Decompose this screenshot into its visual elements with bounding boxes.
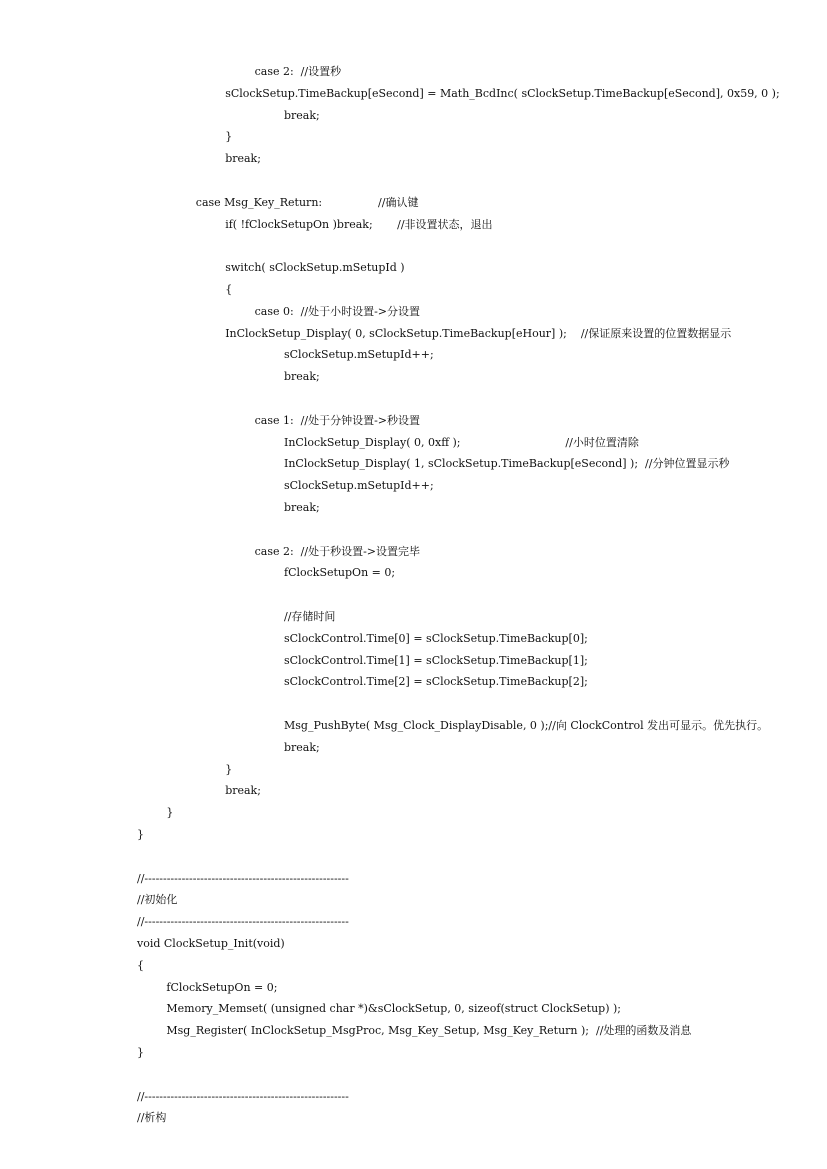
code-line: sClockControl.Time[2] = sClockSetup.TimeBackup[2]; bbox=[284, 675, 588, 689]
code-line: break; bbox=[225, 152, 261, 166]
code-line: break; bbox=[284, 108, 320, 122]
code-line: } bbox=[137, 1046, 144, 1059]
code-line: case 2: //处于秒设置->设置完毕 bbox=[254, 544, 421, 558]
code-line: case 0: //处于小时设置->分设置 bbox=[254, 304, 421, 318]
code-line: Msg_Register( InClockSetup_MsgProc, Msg_Key_Setup, Msg_Key_Return ); //处理的函数及消息 bbox=[166, 1024, 692, 1038]
code-comment-line: //析构 bbox=[137, 1111, 167, 1125]
code-line: sClockSetup.mSetupId++; bbox=[284, 348, 434, 362]
code-line: InClockSetup_Display( 0, sClockSetup.TimeBackup[eHour] ); //保证原来设置的位置数据显示 bbox=[225, 326, 732, 340]
code-comment-line: //------------------------------------------------------- bbox=[137, 1089, 349, 1103]
code-line: sClockSetup.mSetupId++; bbox=[284, 479, 434, 493]
code-line: } bbox=[225, 130, 233, 144]
code-line: } bbox=[166, 806, 174, 820]
code-line: { bbox=[137, 958, 144, 972]
code-comment-line: //存储时间 bbox=[284, 610, 336, 623]
code-line: break; bbox=[225, 784, 261, 798]
code-comment-line: //------------------------------------------------------- bbox=[137, 871, 349, 885]
code-line: case Msg_Key_Return: //确认键 bbox=[195, 195, 419, 209]
code-line: case 2: //设置秒 bbox=[254, 65, 342, 78]
code-line: break; bbox=[284, 501, 320, 514]
code-line: Msg_PushByte( Msg_Clock_DisplayDisable, 0 );//向 ClockControl 发出可显示。优先执行。 bbox=[284, 719, 769, 732]
code-line: } bbox=[137, 828, 144, 841]
code-line: break; bbox=[284, 740, 320, 754]
code-line: sClockControl.Time[1] = sClockSetup.TimeBackup[1]; bbox=[284, 653, 588, 667]
code-line: case 1: //处于分钟设置->秒设置 bbox=[254, 413, 421, 427]
code-line: sClockSetup.TimeBackup[eSecond] = Math_BcdInc( sClockSetup.TimeBackup[eSecond], 0x59, 0 ); bbox=[225, 86, 780, 100]
code-line: sClockControl.Time[0] = sClockSetup.TimeBackup[0]; bbox=[284, 631, 588, 645]
code-line: fClockSetupOn = 0; bbox=[284, 566, 396, 580]
code-comment-line: //初始化 bbox=[137, 893, 178, 907]
code-line: Memory_Memset( (unsigned char *)&sClockSetup, 0, sizeof(struct ClockSetup) ); bbox=[166, 1002, 621, 1016]
code-line: { bbox=[225, 283, 233, 296]
code-line: switch( sClockSetup.mSetupId ) bbox=[225, 261, 405, 275]
code-line: } bbox=[225, 762, 233, 776]
code-line: fClockSetupOn = 0; bbox=[166, 980, 278, 994]
code-line: void ClockSetup_Init(void) bbox=[137, 937, 285, 950]
code-line: InClockSetup_Display( 0, 0xff ); //小时位置清除 bbox=[284, 435, 639, 449]
code-comment-line: //------------------------------------------------------- bbox=[137, 915, 349, 929]
code-line: if( !fClockSetupOn )break; //非设置状态，退出 bbox=[225, 217, 493, 231]
code-line: break; bbox=[284, 370, 320, 384]
code-line: InClockSetup_Display( 1, sClockSetup.TimeBackup[eSecond] ); //分钟位置显示秒 bbox=[284, 457, 730, 471]
